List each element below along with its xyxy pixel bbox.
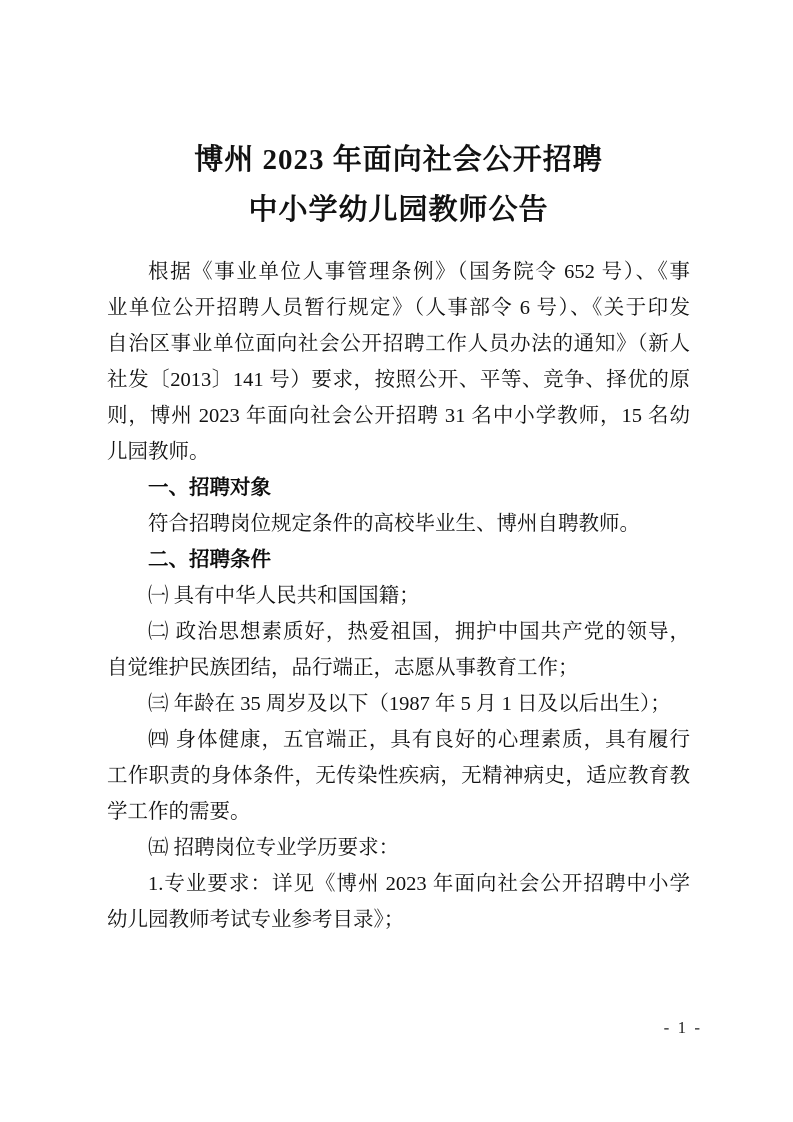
opening-paragraph bbox=[107, 254, 690, 470]
text-line: 自治区事业单位面向社会公开招聘工作人员办法的通知》（新人 bbox=[107, 333, 690, 355]
condition-item-4 bbox=[107, 722, 690, 830]
text-line: 自觉维护民族团结，品行端正，志愿从事教育工作； bbox=[107, 657, 579, 679]
condition-item-1 bbox=[107, 578, 690, 614]
text-line: ㈡ 政治思想素质好，热爱祖国，拥护中国共产党的领导， bbox=[148, 621, 690, 643]
text-line: 学工作的需要。 bbox=[107, 801, 251, 823]
text-line: 社发〔2013〕141 号）要求，按照公开、平等、竞争、择优的原 bbox=[107, 369, 690, 391]
text-line: 1.专业要求：详见《博州 2023 年面向社会公开招聘中小学 bbox=[148, 873, 690, 895]
text-line: 幼儿园教师考试专业参考目录》； bbox=[107, 909, 405, 931]
text-line: ㈢ 年龄在 35 周岁及以下（1987 年 5 月 1 日及以后出生）； bbox=[148, 693, 671, 715]
section-heading-recruitment-target: 一、招聘对象 bbox=[148, 476, 271, 499]
text-line: ㈤ 招聘岗位专业学历要求： bbox=[148, 837, 400, 859]
document-title bbox=[107, 135, 690, 235]
text-line: 业单位公开招聘人员暂行规定》（人事部令 6 号）、《关于印发 bbox=[107, 297, 690, 319]
text-line: ㈣ 身体健康，五官端正，具有良好的心理素质，具有履行 bbox=[148, 729, 690, 751]
condition-item-2 bbox=[107, 614, 690, 686]
text-line: 符合招聘岗位规定条件的高校毕业生、博州自聘教师。 bbox=[148, 513, 640, 535]
major-requirement-paragraph bbox=[107, 866, 690, 938]
recruitment-target-paragraph bbox=[107, 506, 690, 542]
title-line-2: 中小学幼儿园教师公告 bbox=[248, 194, 549, 226]
condition-item-3 bbox=[107, 686, 690, 722]
document-body bbox=[107, 254, 690, 938]
title-line-1: 博州 2023 年面向社会公开招聘 bbox=[194, 144, 603, 176]
text-line: 儿园教师。 bbox=[107, 441, 210, 463]
condition-item-5 bbox=[107, 830, 690, 866]
text-line: ㈠ 具有中华人民共和国国籍； bbox=[148, 585, 420, 607]
text-line: 根据《事业单位人事管理条例》（国务院令 652 号）、《事 bbox=[148, 261, 690, 283]
page-number: - 1 - bbox=[663, 1018, 702, 1037]
text-line: 则，博州 2023 年面向社会公开招聘 31 名中小学教师，15 名幼 bbox=[107, 405, 690, 427]
text-line: 工作职责的身体条件，无传染性疾病，无精神病史，适应教育教 bbox=[107, 765, 690, 787]
section-heading-recruitment-conditions: 二、招聘条件 bbox=[148, 548, 271, 571]
